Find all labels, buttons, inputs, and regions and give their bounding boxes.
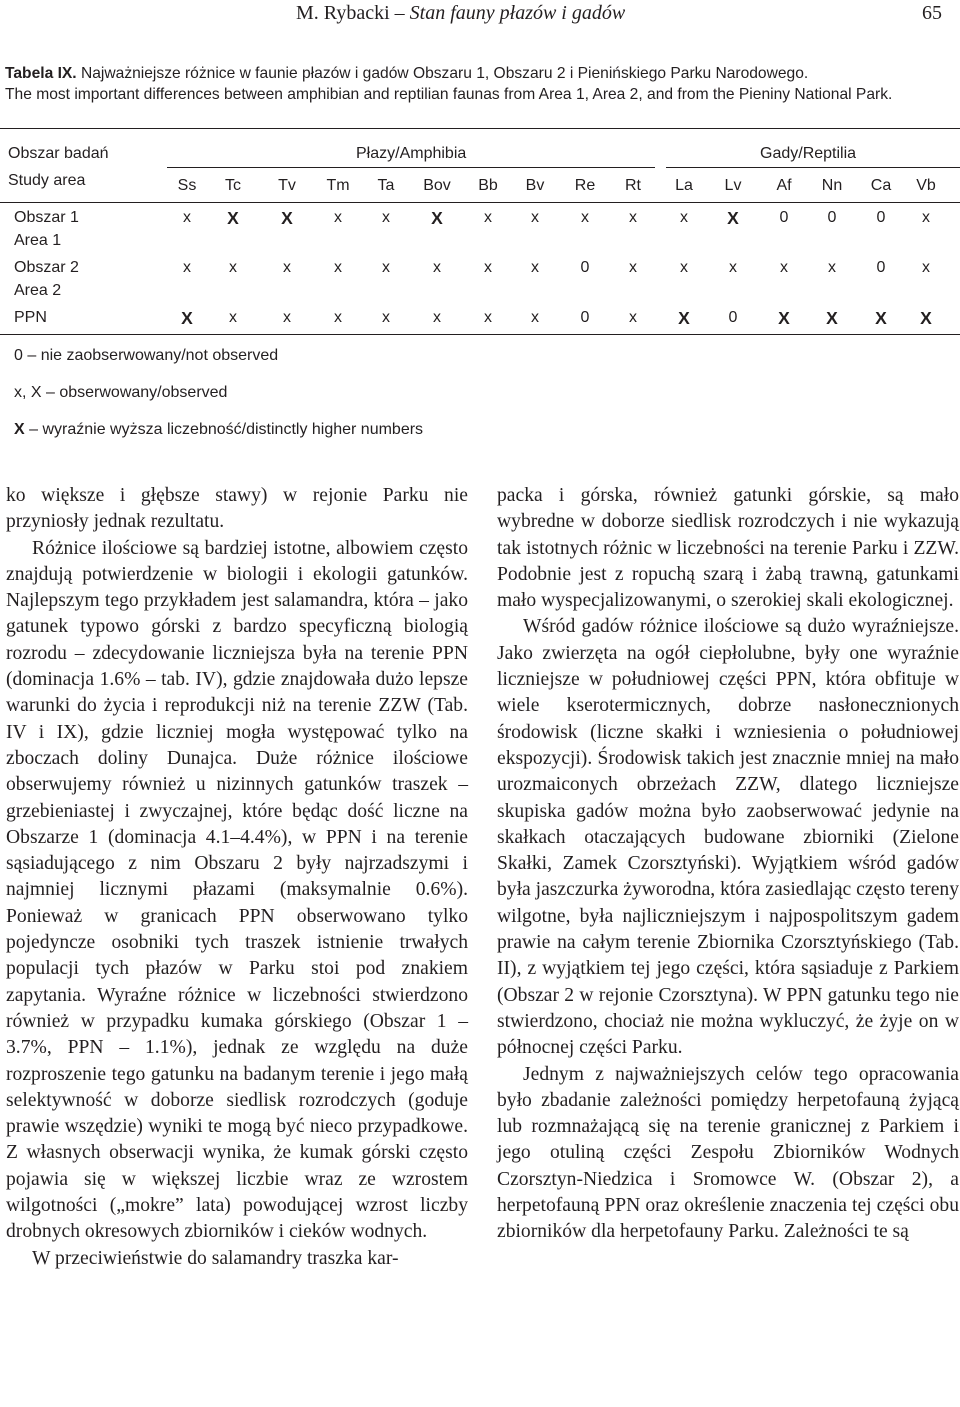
column-header: Rt bbox=[625, 177, 641, 194]
table-cell: X bbox=[181, 308, 193, 328]
table-cell: x bbox=[334, 209, 342, 226]
column-header: Re bbox=[574, 177, 596, 194]
table-cell: x bbox=[229, 259, 237, 276]
row-label: PPN bbox=[14, 309, 47, 326]
table-cell: x bbox=[382, 209, 390, 226]
left-text-column bbox=[6, 483, 468, 1272]
table-top-rule bbox=[0, 128, 960, 129]
area-header-pl: Obszar badań bbox=[8, 145, 109, 162]
amphibia-rule bbox=[167, 167, 655, 168]
table-cell: x bbox=[484, 259, 492, 276]
table-cell: x bbox=[334, 259, 342, 276]
table-cell: x bbox=[382, 259, 390, 276]
page-number: 65 bbox=[922, 2, 942, 24]
caption-label: Tabela IX. bbox=[5, 65, 77, 82]
legend-item bbox=[14, 421, 423, 439]
paragraph: Jednym z najważniejszych celów tego opracowania było zbadanie zależności pomiędzy herpetofauną żyjącą lub rozmnażającą się na terenie granicznej z Parkiem i jego otuliną części Zespołu Zbiorników Wodnych Czorsztyn-Niedzica i Sromowce W. (Obszar 2), a herpetofauną PPN oraz określenie znaczenia tej części obu zbiorników dla herpetofauny Parku. Zależności te są bbox=[497, 1063, 959, 1243]
table-cell: X bbox=[227, 208, 239, 228]
table-cell: x bbox=[433, 309, 441, 326]
header-bottom-rule bbox=[0, 202, 960, 203]
table-cell: X bbox=[875, 308, 887, 328]
legend-text: x, X – obserwowany/observed bbox=[14, 384, 228, 401]
table-bottom-rule bbox=[0, 334, 960, 335]
legend-item bbox=[14, 384, 227, 402]
table-cell: x bbox=[283, 309, 291, 326]
table-cell: x bbox=[531, 309, 539, 326]
amphibia-header: Płazy/Amphibia bbox=[356, 145, 467, 162]
table-cell: 0 bbox=[779, 209, 789, 226]
table-cell: x bbox=[828, 259, 836, 276]
column-header: Nn bbox=[821, 177, 843, 194]
running-title: M. Rybacki – Stan fauny płazów i gadów bbox=[296, 2, 626, 24]
table-cell: x bbox=[382, 309, 390, 326]
table-cell: x bbox=[680, 209, 688, 226]
table-cell: x bbox=[531, 209, 539, 226]
column-header: Af bbox=[776, 177, 792, 194]
column-header: La bbox=[675, 177, 693, 194]
table-cell: X bbox=[431, 208, 443, 228]
legend-item bbox=[14, 347, 278, 365]
paragraph: Wśród gadów różnice ilościowe są dużo wyraźniejsze. Jako zwierzęta na ogół ciepłolubne, były one wyraźnie liczniejsze w południowej części PPN, która obfituje w wiele kserotermicznych, dobrze nasłonecznionych środowisk (liczne skałki i wzniesienia o południowej ekspozycji). Środowisk takich jest znacznie mniej na mało urozmaiconych obrzeżach ZZW, dlatego liczniejsze skupiska gadów można było zaobserwować jedynie na skałkach otaczających budowane zbiorniki (Zielone Skałki, Zamek Czorsztyński). Wyjątkiem wśród gadów była jaszczurka żyworodna, która zasiedlając często tereny wilgotne, była najliczniejszym i najpospolitszym gadem prawie na całym terenie Zbiornika Czorsztyńskiego (Tab. II), z wyjątkiem tej jego części, która sąsiaduje z Parkiem (Obszar 2 w rejonie Czorsztyna). W PPN gatunku tego nie stwierdzono, chociaż nie można wykluczyć, że żyje on w północnej części Parku. bbox=[497, 616, 959, 1059]
paragraph: packa i górska, również gatunki górskie, są mało wybredne w doborze siedlisk rozrodczych i nie wykazują tak istotnych różnic w liczebności na terenie Parku i ZZW. Podobnie jest z ropuchą szarą i żabą trawną, gatunkami mało wyspecjalizowanymi, o szerokiej skali ekologicznej. bbox=[497, 485, 959, 612]
column-header: Vb bbox=[916, 177, 936, 194]
row-label: Area 2 bbox=[14, 282, 62, 299]
table-cell: x bbox=[729, 259, 737, 276]
row-label: Obszar 1 bbox=[14, 209, 79, 226]
table-cell: 0 bbox=[876, 259, 886, 276]
table-cell: x bbox=[229, 309, 237, 326]
table-cell: x bbox=[183, 259, 191, 276]
table-cell: x bbox=[680, 259, 688, 276]
column-header: Tc bbox=[225, 177, 241, 194]
table-cell: x bbox=[629, 309, 637, 326]
table-cell: x bbox=[183, 209, 191, 226]
table-cell: 0 bbox=[580, 259, 590, 276]
table-cell: 0 bbox=[827, 209, 837, 226]
column-header: Bv bbox=[525, 177, 545, 194]
table-cell: x bbox=[531, 259, 539, 276]
legend-key: X bbox=[14, 421, 25, 438]
caption-english: The most important differences between amphibian and reptilian faunas from Area 1, Area 2, and from the Pieniny National Park. bbox=[5, 86, 893, 103]
column-header: Tv bbox=[278, 177, 296, 194]
paragraph: ko większe i głębsze stawy) w rejonie Parku nie przyniosły jednak rezultatu. bbox=[6, 485, 468, 533]
area-header-en: Study area bbox=[8, 172, 86, 189]
right-text-column bbox=[497, 483, 959, 1246]
reptilia-rule bbox=[666, 167, 960, 168]
legend-text: 0 – nie zaobserwowany/not observed bbox=[14, 347, 279, 364]
table-cell: x bbox=[283, 259, 291, 276]
reptilia-header: Gady/Reptilia bbox=[760, 145, 857, 162]
table-cell: X bbox=[281, 208, 293, 228]
column-header: Ca bbox=[870, 177, 892, 194]
table-cell: x bbox=[484, 309, 492, 326]
legend-text: – wyraźnie wyższa liczebność/distinctly higher numbers bbox=[24, 421, 424, 438]
column-header: Ta bbox=[377, 177, 395, 194]
row-label: Area 1 bbox=[14, 232, 62, 249]
table-cell: x bbox=[922, 209, 930, 226]
table-cell: x bbox=[780, 259, 788, 276]
table-cell: X bbox=[826, 308, 838, 328]
table-cell: X bbox=[678, 308, 690, 328]
table-cell: 0 bbox=[728, 309, 738, 326]
column-header: Bov bbox=[423, 177, 451, 194]
column-header: Tm bbox=[326, 177, 350, 194]
data-table bbox=[0, 0, 960, 460]
column-header: Bb bbox=[478, 177, 498, 194]
column-header: Ss bbox=[177, 177, 197, 194]
paragraph: Różnice ilościowe są bardziej istotne, albowiem często znajdują potwierdzenie w biologii i ekologii gatunków. Najlepszym tego przykładem jest salamandra, która – jako gatunek typowo górski z bardzo specyficzną biologią rozrodu – zdecydowanie liczniejsza była na terenie PPN (dominacja 1.6% – tab. IV), gdzie znajdowała dużo lepsze warunki do życia i reprodukcji niż na terenie ZZW (Tab. IV i IX), gdzie liczniej mogła występować tylko na zboczach doliny Dunajca. Duże różnice ilościowe obserwujemy również u nizinnych gatunków traszek – grzebieniastej i zwyczajnej, które będąc dość liczne na Obszarze 1 (dominacja 4.1–4.4%), w PPN i na terenie sąsiadującego z nim Obszaru 2 były najrzadszymi i najmniej licznymi płazami (maksymalnie 0.6%). Ponieważ w granicach PPN obserwowano tylko pojedyncze osobniki tych traszek istnienie trwałych populacji tych płazów w Parku stoi pod znakiem zapytania. Wyraźne różnice w liczebności stwierdzono również w przypadku kumaka górskiego (Obszar 1 – 3.7%, PPN – 1.1%), jednak ze względu na duże rozproszenie tego gatunku na badanym terenie i jego małą selektywność w doborze siedlisk rozrodczych (goduje prawie wszędzie) wyniki te mogą być nieco przypadkowe. Z własnych obserwacji wynika, że kumak górski często pojawia się w większej liczbie wraz ze wzrostem wilgotności („mokre” lata) powodującej wzrost liczby drobnych okresowych zbiorników i cieków wodnych. bbox=[6, 537, 468, 1243]
table-cell: x bbox=[922, 259, 930, 276]
table-cell: 0 bbox=[876, 209, 886, 226]
table-cell: x bbox=[433, 259, 441, 276]
table-cell: 0 bbox=[580, 309, 590, 326]
table-cell: x bbox=[629, 259, 637, 276]
paragraph: W przeciwieństwie do salamandry traszka kar- bbox=[32, 1247, 399, 1269]
table-cell: x bbox=[581, 209, 589, 226]
caption-polish: Najważniejsze różnice w faunie płazów i gadów Obszaru 1, Obszaru 2 i Pienińskiego Parku Narodowego. bbox=[76, 65, 809, 82]
row-label: Obszar 2 bbox=[14, 259, 79, 276]
table-cell: X bbox=[778, 308, 790, 328]
table-cell: x bbox=[484, 209, 492, 226]
table-cell: x bbox=[334, 309, 342, 326]
table-cell: X bbox=[727, 208, 739, 228]
table-cell: X bbox=[920, 308, 932, 328]
column-header: Lv bbox=[724, 177, 742, 194]
table-cell: x bbox=[629, 209, 637, 226]
